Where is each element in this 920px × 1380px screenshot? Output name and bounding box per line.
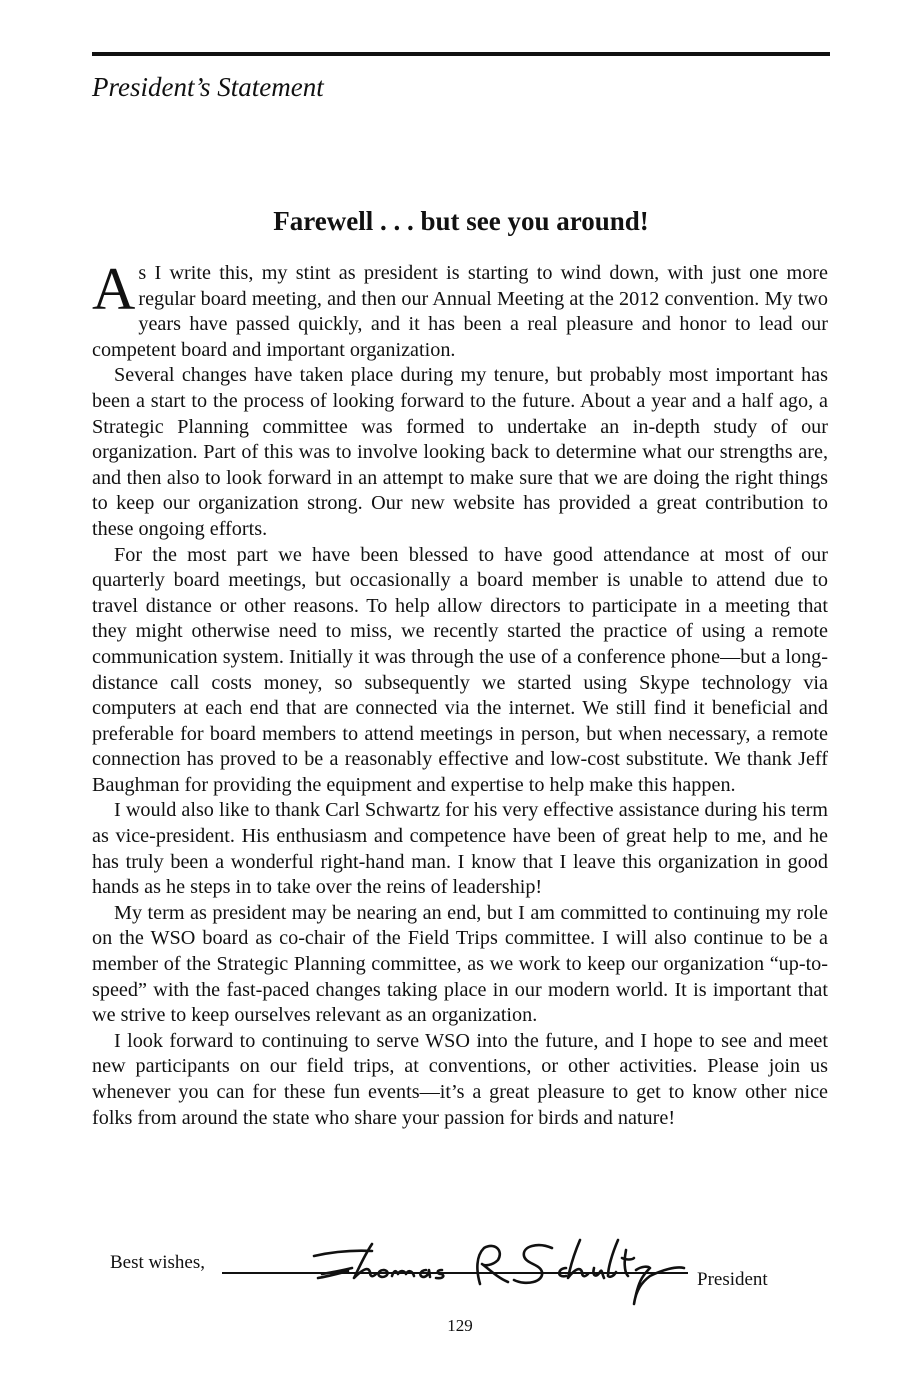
header-rule: [92, 52, 830, 56]
paragraph-1: [92, 256, 828, 363]
closing-salutation: Best wishes,: [110, 1252, 205, 1273]
paragraph-3: For the most part we have been blessed to have good attendance at most of our quarterly board meetings, but occasionally a board member is unable to attend due to travel distance or other reasons. To help allow directors to participate in a meeting that they might otherwise need to miss, we recently started the practice of using a remote communication system. Initially it was through the use of a conference phone—but a long-distance call costs money, so subsequently we started using Skype technology via computers at each end that are connected via the internet. We still find it beneficial and preferable for board members to attend meetings in person, but when necessary, a remote connection has proved to be a reasonably effective and low-cost substitute. We thank Jeff Baughman for providing the equipment and expertise to help make this happen.: [92, 543, 828, 796]
paragraph-5: My term as president may be nearing an end, but I am committed to continuing my role on the WSO board as co-chair of the Field Trips committee. I will also continue to be a member of the Strategic Planning committee, as we work to keep our organization “up-to-speed” with the fast-paced changes taking place in our modern world. It is important that we strive to keep ourselves relevant as an organization.: [92, 901, 828, 1027]
handwritten-signature: [222, 1226, 692, 1316]
section-title: President’s Statement: [92, 72, 324, 102]
page-number: 129: [447, 1316, 473, 1335]
paragraph-2: Several changes have taken place during my tenure, but probably most important has been a start to the process of looking forward to the future. About a year and a half ago, a Strategic Planning committee was formed to undertake an in-depth study of our organization. Part of this was to involve looking back to determine what our strengths are, and then also to look forward in an attempt to make sure that we are doing the right things to keep our organization strong. Our new website has provided a great contribution to these ongoing efforts.: [92, 364, 828, 540]
paragraph-1-text: s I write this, my stint as president is starting to wind down, with just one more regular board meeting, and then our Annual Meeting at the 2012 convention. My two years have passed quickly, and it has been a real pleasure and honor to lead our competent board and important organization.: [92, 262, 828, 361]
paragraph-6: I look forward to continuing to serve WSO into the future, and I hope to see and meet new participants on our field trips, at conventions, or other activities. Please join us whenever you can for these fun events—it’s a great pleasure to get to know other nice folks from around the state who share your passion for birds and nature!: [92, 1029, 828, 1129]
article-body: [92, 256, 828, 1131]
drop-cap: A: [92, 256, 136, 322]
article-headline: Farewell . . . but see you around!: [273, 206, 649, 236]
signer-role: President: [697, 1269, 768, 1290]
paragraph-4: I would also like to thank Carl Schwartz for his very effective assistance during his term as vice-president. His enthusiasm and competence have been of great help to me, and he has truly been a wonderful right-hand man. I know that I leave this organization in good hands as he steps in to take over the reins of leadership!: [92, 799, 828, 899]
